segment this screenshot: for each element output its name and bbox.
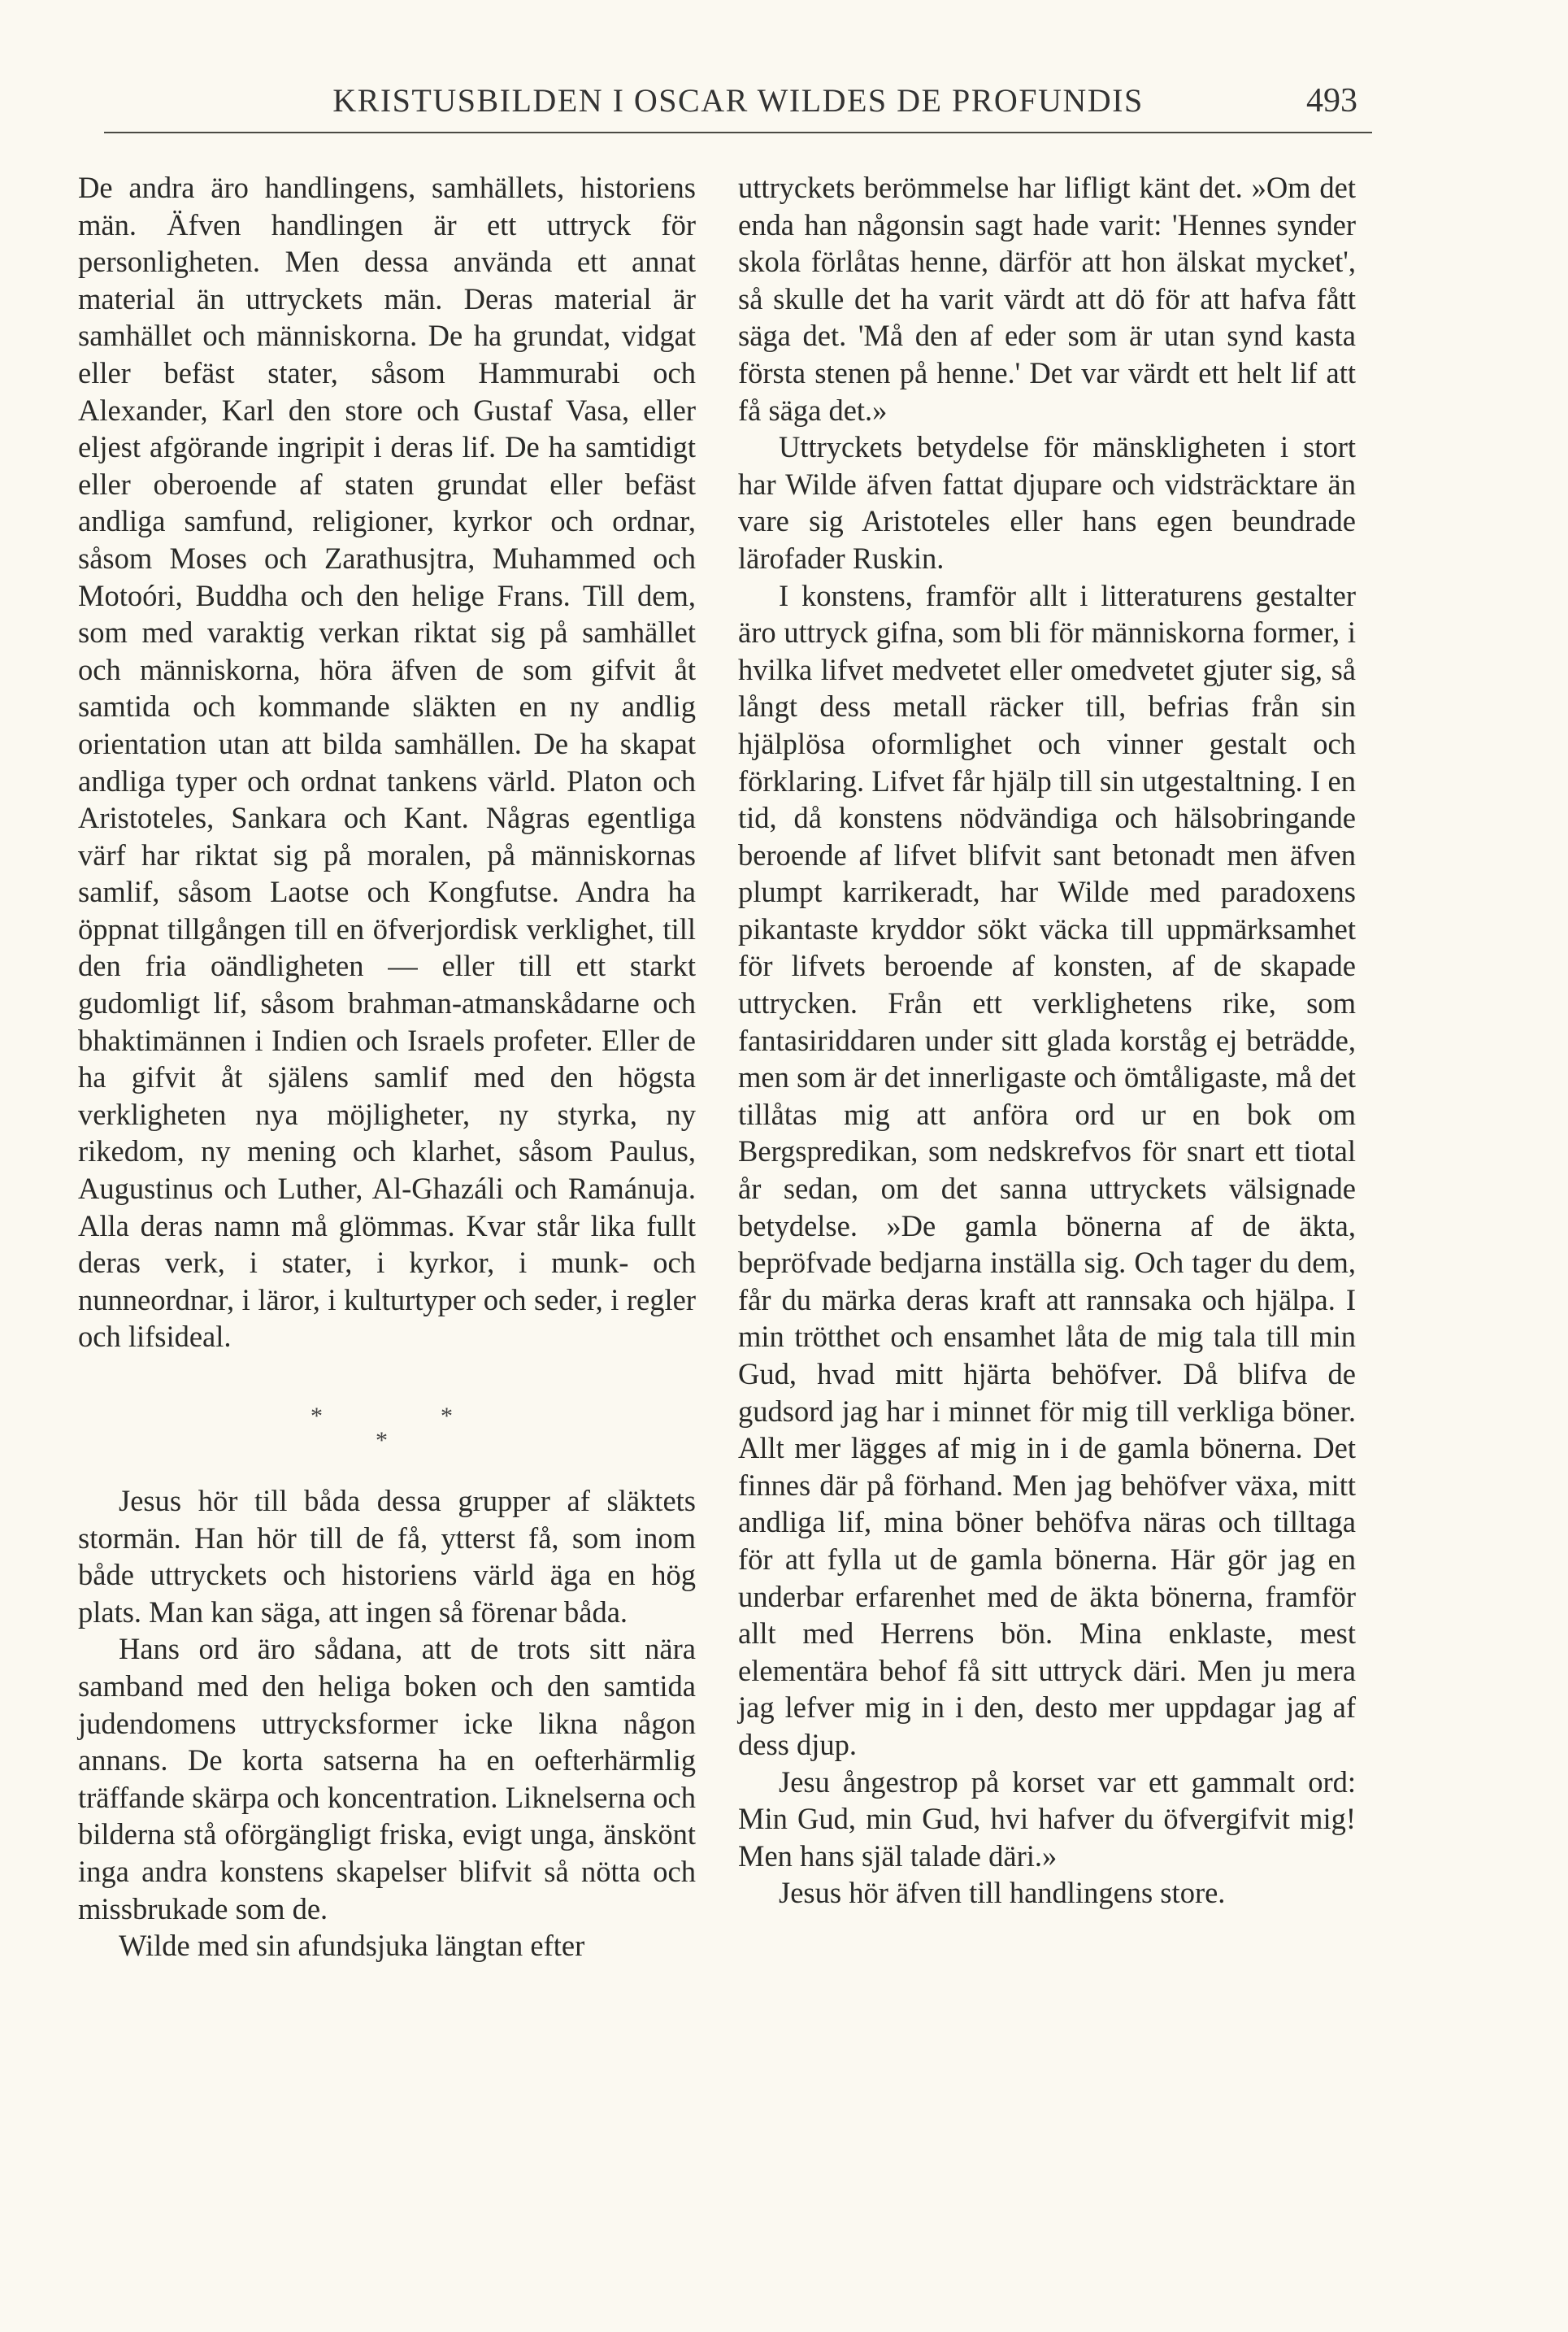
- section-separator: [78, 1355, 696, 1482]
- paragraph: uttryckets berömmelse har lifligt känt det. »Om det enda han någonsin sagt hade varit: 'Hennes synder skola förlåtas henne, därför att hon älskat mycket', så skulle det ha varit värdt att dö för att hafva fått säga det. 'Må den af eder som är utan synd kasta första stenen på henne.' Det var värdt ett helt lif att få säga det.»: [738, 171, 1356, 427]
- running-title: KRISTUSBILDEN I OSCAR WILDES DE PROFUNDIS: [332, 82, 1144, 119]
- paragraph: I konstens, framför allt i litteraturens gestalter äro uttryck gifna, som bli för människorna former, i hvilka lifvet medvetet eller omedvetet gjuter sig, så långt dess metall räcker till, befrias från sin hjälplösa oformlighet och vinner gestalt och förklaring. Lifvet får hjälp till sin utgestaltning. I en tid, då konstens nödvändiga och hälsobringande beroende af lifvet blifvit sant betonadt men äfven plumpt karrikeradt, har Wilde med paradoxens pikantaste kryddor sökt väcka till uppmärksamhet för lifvets beroende af konsten, af de skapade uttrycken. Från ett verklighetens rike, som fantasiriddaren under sitt glada korståg ej beträdde, men som är det innerligaste och ömtåligaste, må det tillåtas mig att anföra ord ur en bok om Bergspredikan, som nedskrefvos för snart ett tiotal år sedan, om det sanna uttryckets välsignade betydelse. »De gamla bönerna af de äkta, bepröfvade bedjarna inställa sig. Och tager du dem, får du märka deras kraft att rannsaka och hjälpa. I min trötthet och ensamhet låta de mig tala till min Gud, hvad mitt hjärta behöfver. Då blifva de gudsord jag har i minnet för mig till verkliga böner. Allt mer lägges af mig in i de gamla bönerna. Det finnes där på förhand. Men jag behöfver växa, mitt andliga lif, mina böner behöfva näras och tilltaga för att fylla ut de gamla bönerna. Här gör jag en underbar erfarenhet med de äkta bönerna, framför allt med Herrens bön. Mina enklaste, mest elementära behof få sitt uttryck däri. Men ju mera jag lefver mig in i den, desto mer uppdagar jag af dess djup.: [738, 578, 1356, 1761]
- running-header: [104, 75, 1372, 133]
- page-number: 493: [1306, 82, 1357, 120]
- paragraph: De andra äro handlingens, samhällets, historiens män. Äfven handlingen är ett uttryck för personligheten. Men dessa använda ett annat material än uttryckets män. Deras material är samhället och människorna. De ha grundat, vidgat eller befäst stater, såsom Hammurabi och Alexander, Karl den store och Gustaf Vasa, eller eljest afgörande ingripit i deras lif. De ha samtidigt eller oberoende af staten grundat eller befäst andliga samfund, religioner, kyrkor och ordnar, såsom Moses och Zarathusjtra, Muhammed och Motoóri, Buddha och den helige Frans. Till dem, som med varaktig verkan riktat sig på samhället och människorna, höra äfven de som gifvit åt samtida och kommande släkten en ny andlig orientation utan att bilda samhällen. De ha skapat andliga typer och ordnat tankens värld. Platon och Aristoteles, Sankara och Kant. Någras egentliga värf har riktat sig på moralen, på människornas samlif, såsom Laotse och Kongfutse. Andra ha öppnat tillgången till en öfverjordisk verklighet, till den fria oändligheten — eller till ett starkt gudomligt lif, såsom brahman-atmanskådarne och bhaktimännen i Indien och Israels profeter. Eller de ha gifvit åt själens samlif med den högsta verkligheten nya möjligheter, ny styrka, ny rikedom, ny mening och klarhet, såsom Paulus, Augustinus och Luther, Al-Ghazáli och Ramánuja. Alla deras namn må glömmas. Kvar står lika fullt deras verk, i stater, i kyrkor, i munk- och nunneordnar, i läror, i kulturtyper och seder, i regler och lifsideal.: [78, 171, 696, 1354]
- paragraph: Jesus hör äfven till handlingens store.: [779, 1876, 1226, 1910]
- asterisk: *: [441, 1403, 453, 1429]
- paragraph: Wilde med sin afundsjuka längtan efter: [119, 1929, 585, 1963]
- paragraph: Jesu ångestrop på korset var ett gammalt ord: Min Gud, min Gud, hvi hafver du öfvergifvit mig! Men hans själ talade däri.»: [738, 1764, 1356, 1873]
- right-column: [738, 169, 1356, 1912]
- left-column: [78, 169, 696, 1964]
- paragraph: Uttryckets betydelse för mänskligheten i stort har Wilde äfven fattat djupare och vidsträcktare än vare sig Aristoteles eller hans egen beundrade lärofader Ruskin.: [738, 430, 1356, 575]
- paragraph: Hans ord äro sådana, att de trots sitt nära samband med den heliga boken och den samtida judendomens uttrycksformer icke likna någon annans. De korta satserna ha en oefterhärmlig träffande skärpa och koncentration. Liknelserna och bilderna stå oförgängligt friska, evigt unga, änskönt inga andra konstens skapelser blifvit så nötta och missbrukade som de.: [78, 1632, 696, 1925]
- asterisk: *: [376, 1427, 388, 1454]
- paragraph: Jesus hör till båda dessa grupper af släktets stormän. Han hör till de få, ytterst få, som inom både uttryckets och historiens värld äga en hög plats. Man kan säga, att ingen så förenar båda.: [78, 1484, 696, 1629]
- asterisk: *: [311, 1403, 323, 1429]
